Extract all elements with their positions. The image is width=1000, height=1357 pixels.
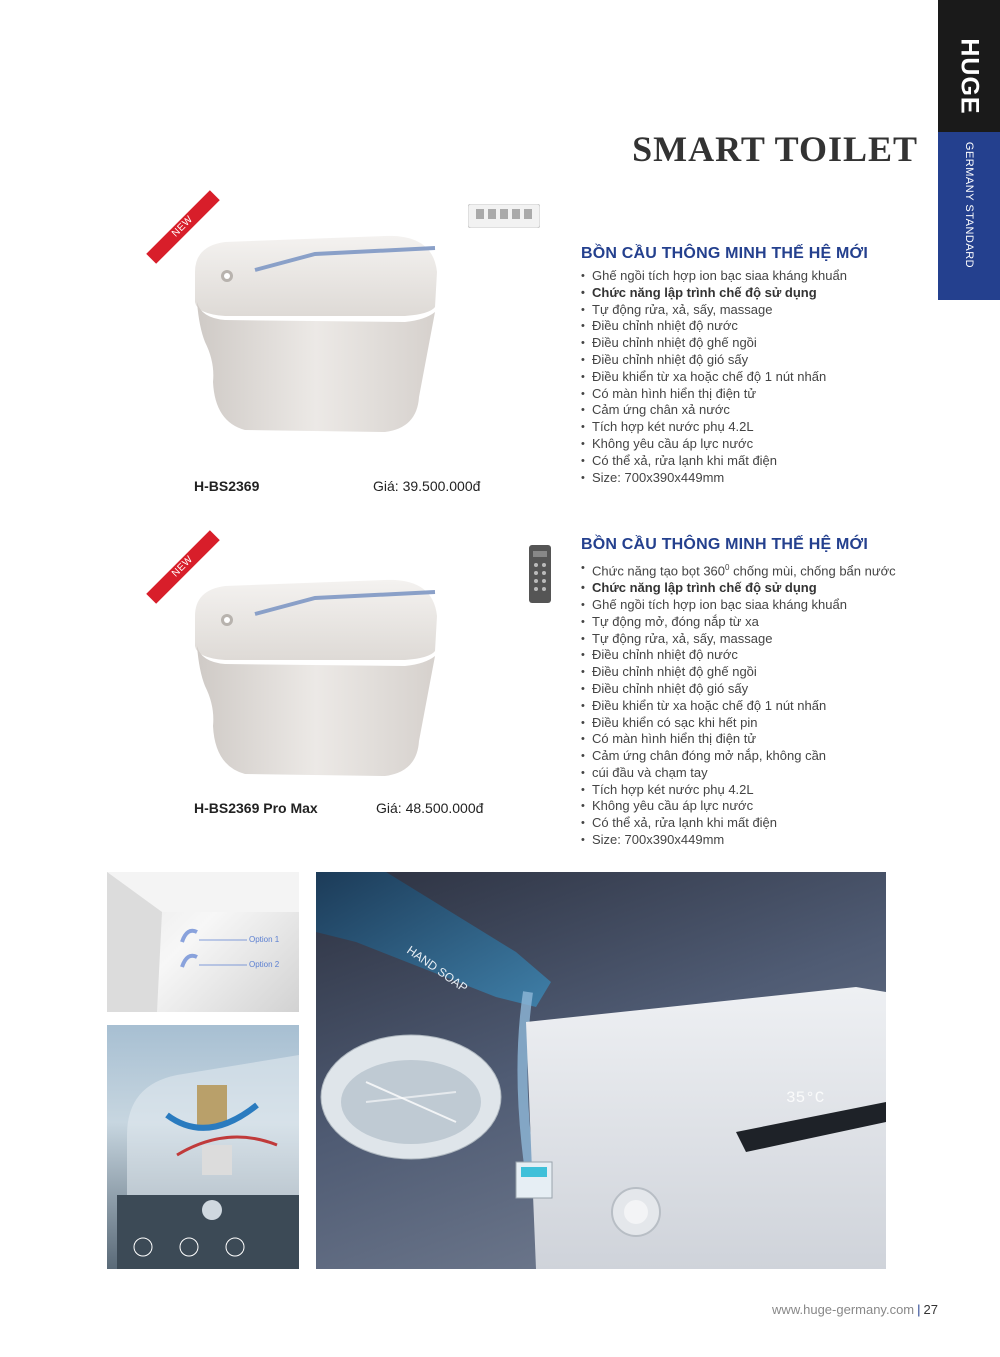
feature-item: • Tự động mở, đóng nắp từ xa [581,614,896,631]
internal-structure-illustration [107,1025,299,1269]
feature-item: • Tự động rửa, xả, sấy, massage [581,302,847,319]
footer-url[interactable]: www.huge-germany.com [772,1302,915,1317]
hand-soap-photo [316,872,886,1269]
feature-item: • Không yêu cầu áp lực nước [581,436,847,453]
feature-item: • Điều khiển từ xa hoặc chế độ 1 nút nhấn [581,369,847,386]
product-price: Giá: 39.500.000đ [373,478,481,494]
product-model: H-BS2369 Pro Max [194,800,318,816]
feature-item: • Có thể xả, rửa lạnh khi mất điện [581,453,847,470]
feature-item: • Điều chỉnh nhiệt độ gió sấy [581,681,896,698]
feature-item: • Điều chỉnh nhiệt độ nước [581,647,896,664]
bottle-label: HAND SOAP [404,942,471,996]
feature-item: • Điều chỉnh nhiệt độ ghế ngồi [581,335,847,352]
feature-item: • Tích hợp két nước phụ 4.2L [581,782,896,799]
option-2-label: Option 2 [249,960,280,969]
toilet-image [185,576,445,784]
feature-list [581,268,847,486]
new-badge-label: NEW [146,190,220,264]
hand-soap-illustration [316,872,886,1269]
feature-item: • Có thể xả, rửa lạnh khi mất điện [581,815,896,832]
footer [600,1302,938,1317]
feature-text-rest: chống mùi, chống bẩn nước [729,563,896,579]
feature-item: • Cảm ứng chân đóng mở nắp, không cần [581,748,896,765]
page-title: SMART TOILET [632,129,918,169]
page-number: 27 [923,1302,938,1317]
feature-item: • Điều khiển có sạc khi hết pin [581,715,896,732]
spec-title: BỒN CẦU THÔNG MINH THẾ HỆ MỚI [581,245,868,262]
feature-item: • Chức năng lập trình chế độ sử dụng [581,580,896,597]
option-1-label: Option 1 [249,935,280,944]
feature-superscript: 0 [725,563,730,572]
feature-item: • Điều khiển từ xa hoặc chế độ 1 nút nhấn [581,698,896,715]
product-model: H-BS2369 [194,478,260,494]
detail-photo-nozzle [107,872,299,1012]
new-badge-label: NEW [146,530,220,604]
spec-title: BỒN CẦU THÔNG MINH THẾ HỆ MỚI [581,536,868,553]
feature-item [581,560,896,580]
feature-item: • Tích hợp két nước phụ 4.2L [581,419,847,436]
internal-structure-photo [107,1025,299,1269]
feature-item: • Điều chỉnh nhiệt độ ghế ngồi [581,664,896,681]
feature-item-continued: • cúi đầu và chạm tay [581,765,896,782]
product-price: Giá: 48.500.000đ [376,800,484,816]
brand-subtitle: GERMANY STANDARD [963,141,975,269]
feature-item: • Size: 700x390x449mm [581,470,847,487]
feature-item: • Ghế ngồi tích hợp ion bạc siaa kháng khuẩn [581,268,847,285]
feature-item: • Chức năng lập trình chế độ sử dụng [581,285,847,302]
display-readout: 35°C [786,1089,825,1107]
footer-separator: | [917,1302,921,1317]
feature-item: • Có màn hình hiển thị điện tử [581,386,847,403]
feature-list [581,560,896,849]
remote-control-image [529,545,551,603]
feature-item: • Không yêu cầu áp lực nước [581,798,896,815]
brand-tab [938,0,1000,300]
feature-text: Chức năng tạo bọt 360 [592,563,726,579]
feature-item: • Điều chỉnh nhiệt độ nước [581,318,847,335]
feature-item: • Tự động rửa, xả, sấy, massage [581,631,896,648]
feature-item: • Cảm ứng chân xả nước [581,402,847,419]
remote-control-panel-image [468,204,540,228]
feature-item: • Ghế ngồi tích hợp ion bạc siaa kháng khuẩn [581,597,896,614]
toilet-image [185,232,445,440]
feature-item: • Size: 700x390x449mm [581,832,896,849]
feature-item: • Có màn hình hiển thị điện tử [581,731,896,748]
feature-item: • Điều chỉnh nhiệt độ gió sấy [581,352,847,369]
brand-logo: HUGE [955,38,984,115]
